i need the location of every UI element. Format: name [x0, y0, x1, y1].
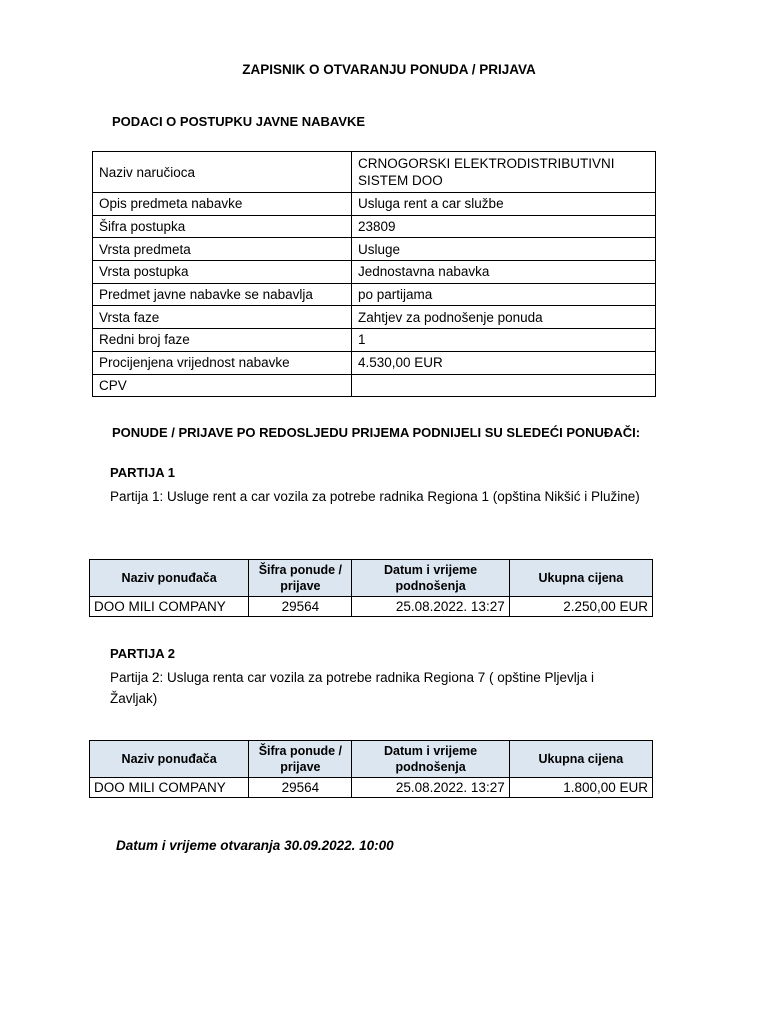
procedure-label: Opis predmeta nabavke [93, 193, 352, 216]
procedure-label: Predmet javne nabavke se nabavlja [93, 283, 352, 306]
procedure-value: 23809 [352, 215, 656, 238]
procedure-value: 1 [352, 329, 656, 352]
column-header-bidder: Naziv ponuđača [90, 741, 249, 778]
offer-datetime: 25.08.2022. 13:27 [352, 778, 509, 798]
offers-heading: PONUDE / PRIJAVE PO REDOSLJEDU PRIJEMA PODNIJELI SU SLEDEĆI PONUĐAČI: [112, 425, 641, 440]
lot-2-heading: PARTIJA 2 [110, 646, 176, 661]
procedure-label: Naziv naručioca [93, 152, 352, 193]
column-header-bidder: Naziv ponuđača [90, 560, 249, 597]
procedure-value: Usluga rent a car službe [352, 193, 656, 216]
table-header-row [90, 741, 653, 778]
procedure-label: Redni broj faze [93, 329, 352, 352]
procedure-label: Vrsta predmeta [93, 238, 352, 261]
table-row [93, 306, 656, 329]
column-header-code: Šifra ponude / prijave [249, 741, 352, 778]
document-title: ZAPISNIK O OTVARANJU PONUDA / PRIJAVA [242, 62, 536, 77]
table-row [93, 329, 656, 352]
procedure-label: CPV [93, 374, 352, 397]
lot-2-offers-table [89, 740, 653, 798]
table-row [90, 597, 653, 617]
procedure-value: CRNOGORSKI ELEKTRODISTRIBUTIVNI SISTEM DOO [352, 152, 656, 193]
procedure-label: Vrsta faze [93, 306, 352, 329]
table-row [93, 193, 656, 216]
offer-price: 2.250,00 EUR [509, 597, 652, 617]
procedure-label: Šifra postupka [93, 215, 352, 238]
table-row [93, 374, 656, 397]
table-row [90, 778, 653, 798]
offer-price: 1.800,00 EUR [509, 778, 652, 798]
procedure-value: po partijama [352, 283, 656, 306]
table-row [93, 283, 656, 306]
column-header-datetime: Datum i vrijeme podnošenja [352, 560, 509, 597]
column-header-price: Ukupna cijena [509, 741, 652, 778]
offer-code: 29564 [249, 597, 352, 617]
column-header-code: Šifra ponude / prijave [249, 560, 352, 597]
procedure-label: Vrsta postupka [93, 261, 352, 284]
offer-bidder: DOO MILI COMPANY [90, 597, 249, 617]
table-row [93, 261, 656, 284]
offer-datetime: 25.08.2022. 13:27 [352, 597, 509, 617]
procedure-value: Zahtjev za podnošenje ponuda [352, 306, 656, 329]
procedure-value: Jednostavna nabavka [352, 261, 656, 284]
procedure-value [352, 374, 656, 397]
table-row [93, 238, 656, 261]
table-row [93, 152, 656, 193]
procedure-table [92, 151, 656, 397]
lot-1-heading: PARTIJA 1 [110, 465, 176, 480]
procedure-label: Procijenjena vrijednost nabavke [93, 351, 352, 374]
opening-datetime: Datum i vrijeme otvaranja 30.09.2022. 10:00 [116, 838, 394, 853]
column-header-price: Ukupna cijena [509, 560, 652, 597]
column-header-datetime: Datum i vrijeme podnošenja [352, 741, 509, 778]
lot-1-offers-table [89, 559, 653, 617]
table-row [93, 351, 656, 374]
offer-code: 29564 [249, 778, 352, 798]
table-header-row [90, 560, 653, 597]
procedure-heading: PODACI O POSTUPKU JAVNE NABAVKE [112, 114, 366, 129]
procedure-value: 4.530,00 EUR [352, 351, 656, 374]
procedure-value: Usluge [352, 238, 656, 261]
offer-bidder: DOO MILI COMPANY [90, 778, 249, 798]
lot-1-description: Partija 1: Usluge rent a car vozila za potrebe radnika Regiona 1 (opština Nikšić i Plužine) [110, 489, 640, 504]
table-row [93, 215, 656, 238]
lot-2-description: Partija 2: Usluga renta car vozila za potrebe radnika Regiona 7 ( opštine Pljevlja i Žavljak) [110, 670, 595, 706]
